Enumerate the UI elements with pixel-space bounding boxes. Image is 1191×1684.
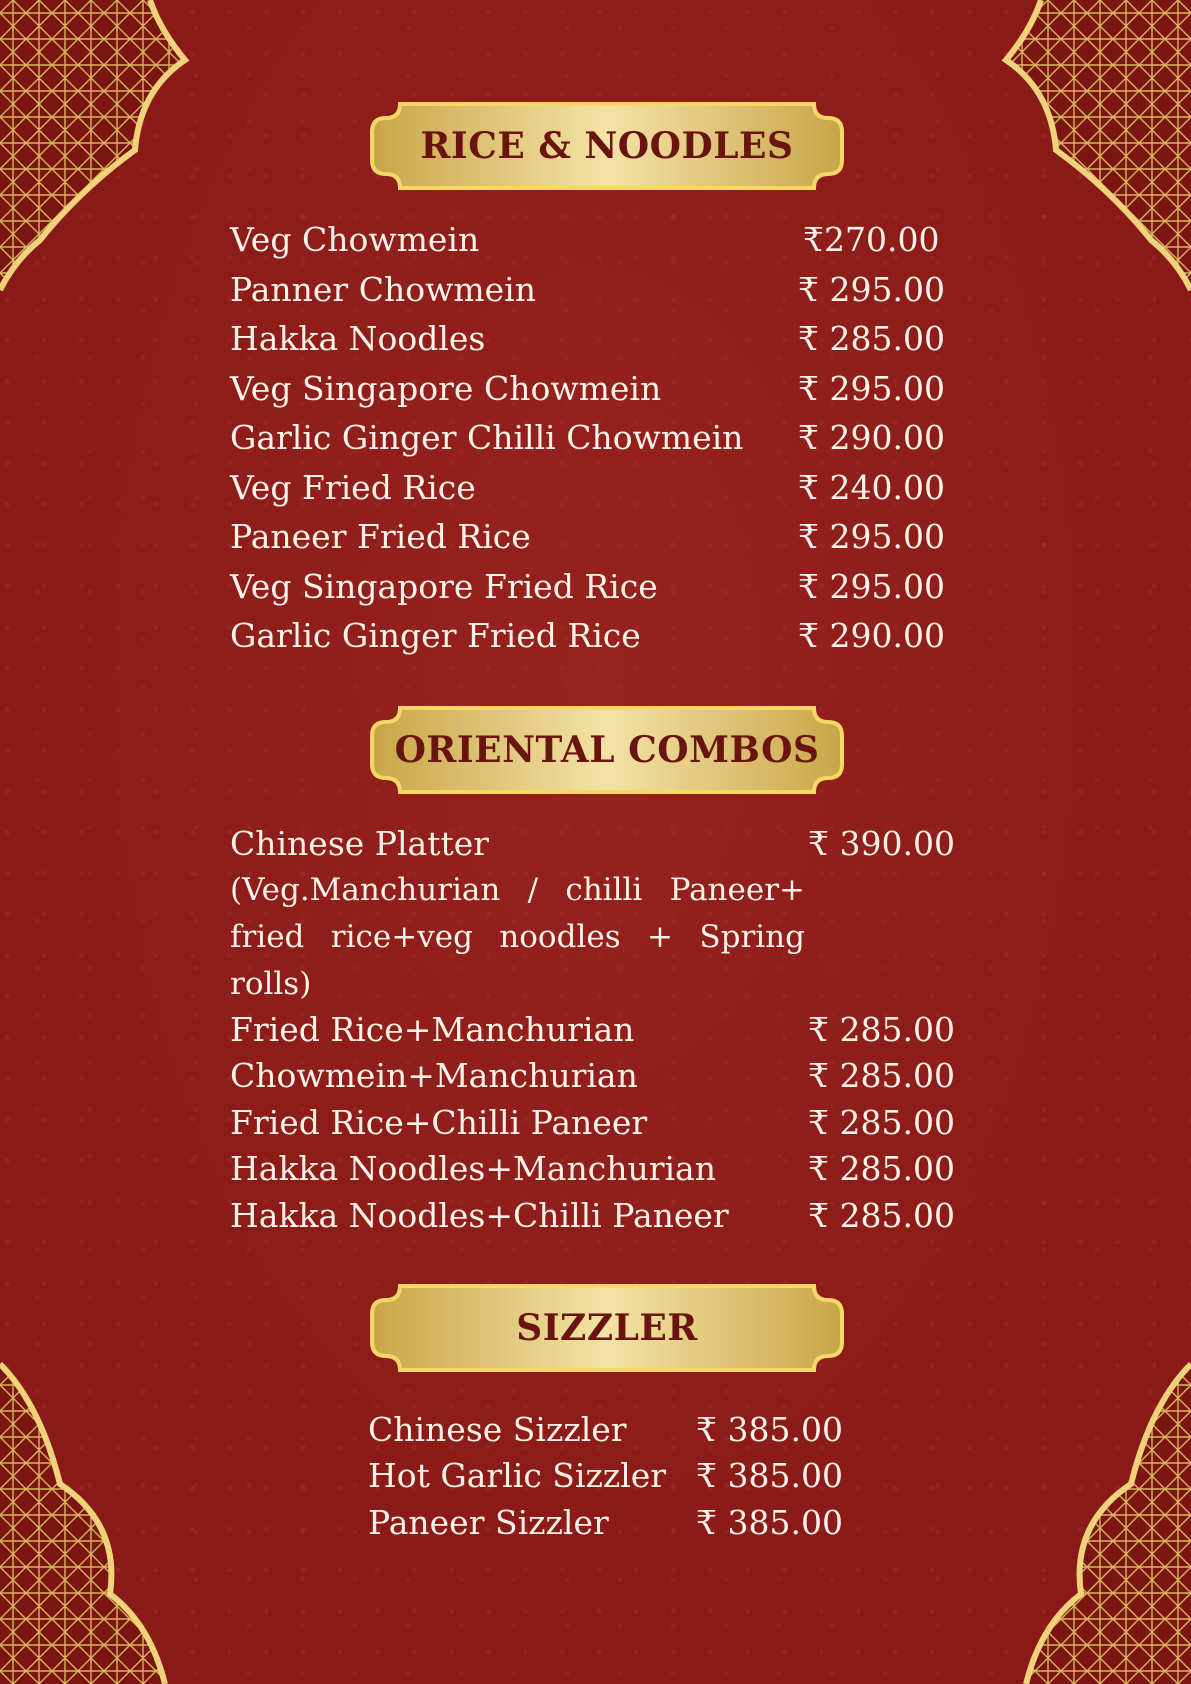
menu-item-name: Veg Singapore Fried Rice: [230, 567, 658, 606]
menu-item-price: ₹ 285.00: [808, 1149, 955, 1188]
menu-item-price: ₹270.00: [803, 220, 940, 259]
menu-item-price: ₹ 385.00: [696, 1456, 843, 1495]
ornament-corner-bottom-right: [1011, 1264, 1191, 1684]
lattice-ornament-icon: [0, 0, 200, 300]
lattice-ornament-icon: [1011, 1264, 1191, 1684]
menu-item-price: ₹ 385.00: [696, 1410, 843, 1449]
section-title: RICE & NOODLES: [420, 125, 794, 167]
menu-item-name: Veg Fried Rice: [230, 468, 476, 507]
ornament-corner-bottom-left: [0, 1264, 180, 1684]
menu-item-price: ₹ 290.00: [798, 616, 945, 655]
menu-item-price: ₹ 385.00: [696, 1503, 843, 1542]
menu-item-price: ₹ 295.00: [798, 517, 945, 556]
section-banner-sizzler: [370, 1284, 844, 1372]
menu-item-name: Garlic Ginger Fried Rice: [230, 616, 641, 655]
section-banner-rice-noodles: [370, 102, 844, 190]
menu-item-price: ₹ 295.00: [798, 369, 945, 408]
menu-item-name: Chowmein+Manchurian: [230, 1056, 638, 1095]
menu-item-price: ₹ 285.00: [808, 1056, 955, 1095]
section-title: SIZZLER: [516, 1307, 698, 1349]
lattice-ornament-icon: [991, 0, 1191, 300]
menu-item-price: ₹ 240.00: [798, 468, 945, 507]
menu-item-name: Hakka Noodles+Manchurian: [230, 1149, 716, 1188]
ornament-corner-top-left: [0, 0, 200, 300]
menu-item-price: ₹ 390.00: [808, 824, 955, 863]
menu-item-name: Panner Chowmein: [230, 270, 536, 309]
menu-item-price: ₹ 285.00: [808, 1103, 955, 1142]
lattice-ornament-icon: [0, 1264, 180, 1684]
menu-item-price: ₹ 295.00: [798, 567, 945, 606]
menu-item-name: Paneer Sizzler: [368, 1503, 609, 1542]
menu-item-price: ₹ 295.00: [798, 270, 945, 309]
menu-item-name: Veg Singapore Chowmein: [230, 369, 662, 408]
section-title: ORIENTAL COMBOS: [394, 729, 820, 771]
menu-item-price: ₹ 285.00: [808, 1010, 955, 1049]
menu-item-name: Garlic Ginger Chilli Chowmein: [230, 418, 744, 457]
menu-item-price: ₹ 285.00: [798, 319, 945, 358]
menu-item-price: ₹ 285.00: [808, 1196, 955, 1235]
ornament-corner-top-right: [991, 0, 1191, 300]
menu-item-name: Chinese Platter: [230, 824, 490, 863]
menu-item-price: ₹ 290.00: [798, 418, 945, 457]
menu-item-name: Veg Chowmein: [230, 220, 480, 259]
menu-item-name: Paneer Fried Rice: [230, 517, 531, 556]
menu-item-name: Hakka Noodles: [230, 319, 486, 358]
menu-item-name: Hot Garlic Sizzler: [368, 1456, 667, 1495]
menu-item-description: (Veg.Manchurian / chilli Paneer+ fried rice+veg noodles + Spring rolls): [230, 872, 805, 1002]
menu-item-name: Chinese Sizzler: [368, 1410, 627, 1449]
menu-item-name: Hakka Noodles+Chilli Paneer: [230, 1196, 729, 1235]
section-banner-oriental-combos: [370, 706, 844, 794]
menu-item-name: Fried Rice+Manchurian: [230, 1010, 635, 1049]
menu-item-name: Fried Rice+Chilli Paneer: [230, 1103, 648, 1142]
